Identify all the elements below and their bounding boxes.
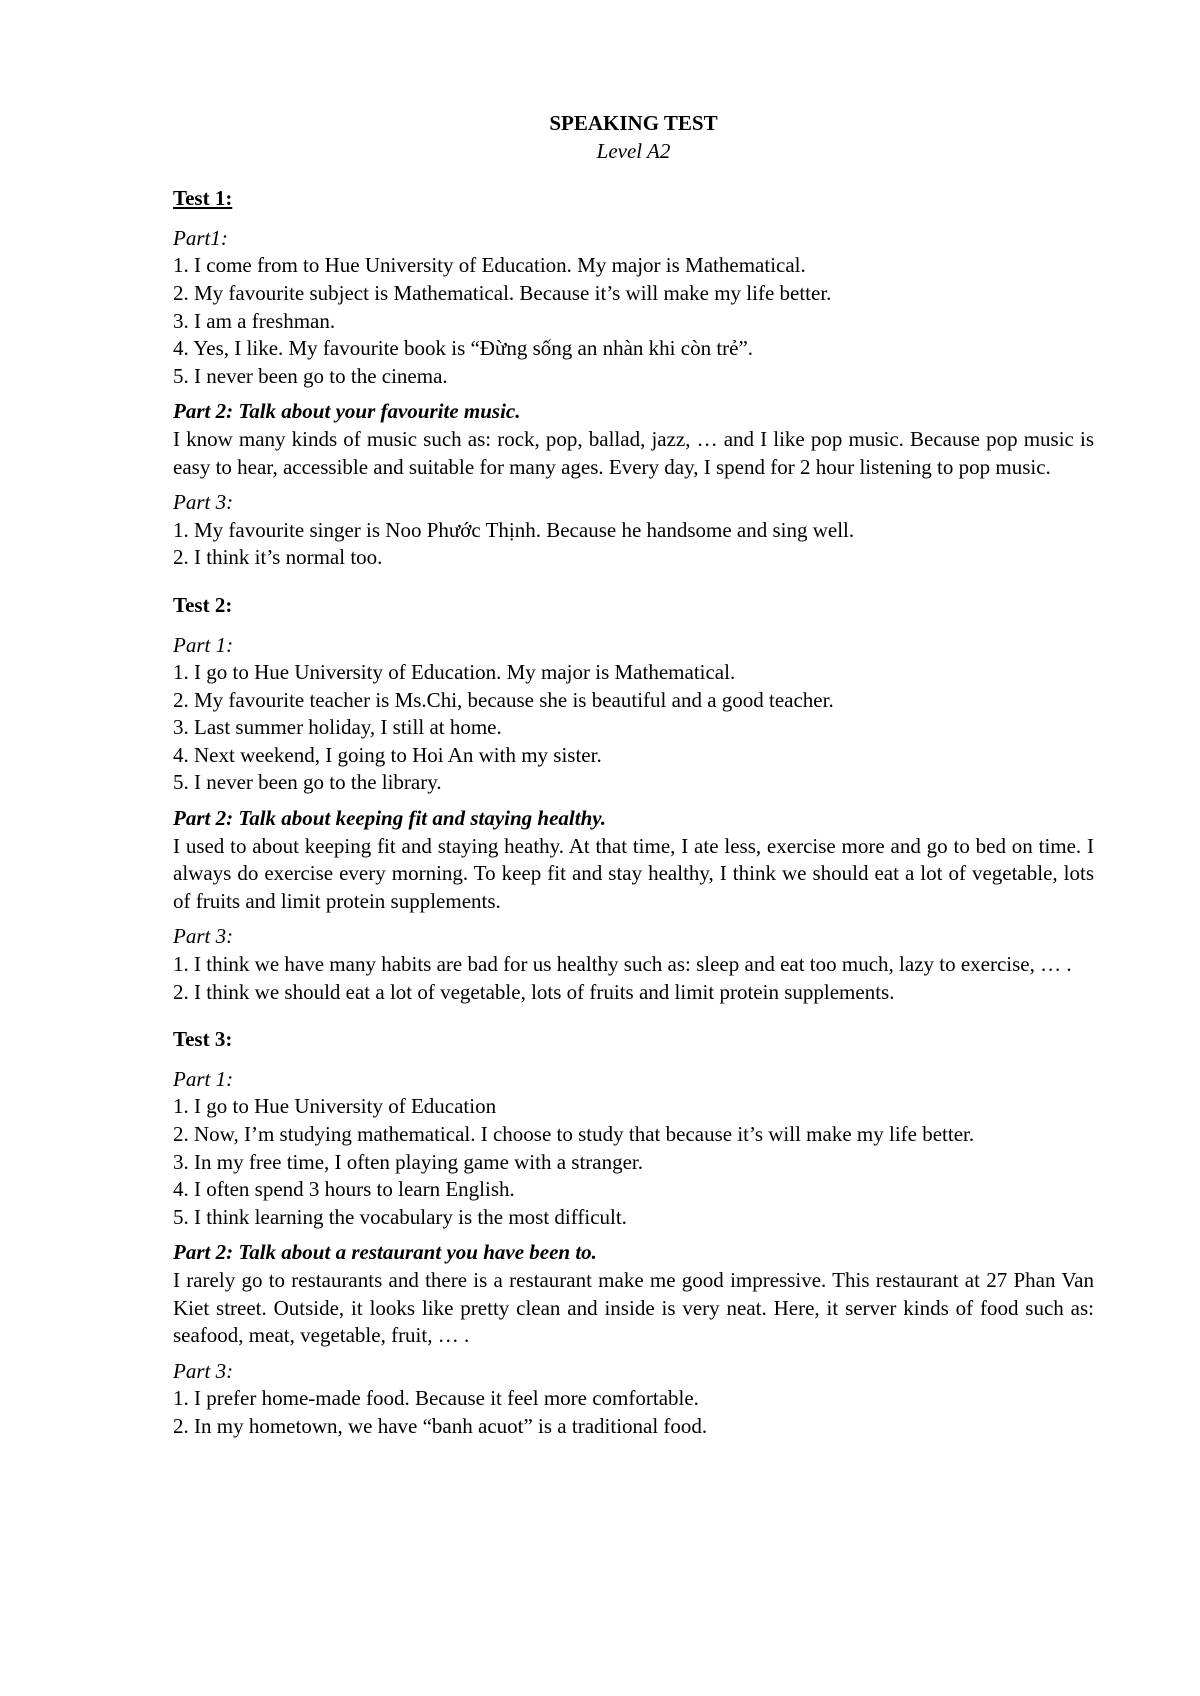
part-heading: Part 3: xyxy=(173,924,234,949)
test-section xyxy=(173,185,1094,572)
part-block xyxy=(173,1066,1094,1232)
answer-line: 3. I am a freshman. xyxy=(173,308,336,333)
part-block xyxy=(173,489,1094,572)
answer-paragraph: I know many kinds of music such as: rock, pop, ballad, jazz, … and I like pop music. Because pop music is easy to hear, accessible and suitable for many ages. Every day, I spend for 2 hour listening to pop music. xyxy=(173,426,1094,479)
part-block xyxy=(173,398,1094,481)
answer-line: 2. My favourite subject is Mathematical. Because it’s will make my life better. xyxy=(173,280,832,305)
answer-line: 1. I come from to Hue University of Education. My major is Mathematical. xyxy=(173,253,806,278)
answer-paragraph: I used to about keeping fit and staying heathy. At that time, I ate less, exercise more and go to bed on time. I always do exercise every morning. To keep fit and stay healthy, I think we should eat a lot of vegetable, lots of fruits and limit protein supplements. xyxy=(173,833,1094,913)
test-heading: Test 1: xyxy=(173,186,233,211)
answer-line: 1. I think we have many habits are bad for us healthy such as: sleep and eat too much, lazy to exercise, … . xyxy=(173,952,1072,977)
part-heading: Part 2: Talk about your favourite music. xyxy=(173,399,521,424)
answer-line: 5. I think learning the vocabulary is the most difficult. xyxy=(173,1204,627,1229)
part-block xyxy=(173,632,1094,798)
test-section xyxy=(173,1026,1094,1440)
part-heading: Part 1: xyxy=(173,1066,234,1091)
part-block xyxy=(173,923,1094,1006)
answer-line: 4. Yes, I like. My favourite book is “Đừng sống an nhàn khi còn trẻ”. xyxy=(173,336,754,361)
answer-line: 1. I go to Hue University of Education. My major is Mathematical. xyxy=(173,660,736,685)
part-heading: Part 3: xyxy=(173,490,234,515)
part-heading: Part 1: xyxy=(173,632,234,657)
part-block xyxy=(173,1239,1094,1349)
document-subtitle: Level A2 xyxy=(596,138,671,163)
answer-line: 5. I never been go to the library. xyxy=(173,770,442,795)
document-header xyxy=(173,110,1094,165)
part-block xyxy=(173,805,1094,915)
part-heading: Part 2: Talk about a restaurant you have been to. xyxy=(173,1240,597,1265)
part-heading: Part 3: xyxy=(173,1358,234,1383)
answer-line: 2. Now, I’m studying mathematical. I choose to study that because it’s will make my life better. xyxy=(173,1122,975,1146)
answer-line: 2. I think it’s normal too. xyxy=(173,545,383,570)
test-section xyxy=(173,592,1094,1006)
part-heading: Part1: xyxy=(173,225,228,250)
answer-line: 4. I often spend 3 hours to learn English. xyxy=(173,1177,515,1202)
answer-line: 3. Last summer holiday, I still at home. xyxy=(173,715,502,740)
answer-paragraph: I rarely go to restaurants and there is a restaurant make me good impressive. This restaurant at 27 Phan Van Kiet street. Outside, it looks like pretty clean and inside is very neat. Here, it server kinds of food such as: seafood, meat, vegetable, fruit, … . xyxy=(173,1267,1094,1348)
test-heading: Test 3: xyxy=(173,1027,233,1052)
part-heading: Part 2: Talk about keeping fit and staying healthy. xyxy=(173,806,607,831)
answer-line: 2. My favourite teacher is Ms.Chi, because she is beautiful and a good teacher. xyxy=(173,687,834,712)
part-block xyxy=(173,1358,1094,1441)
answer-line: 1. I go to Hue University of Education xyxy=(173,1094,497,1119)
tests-container xyxy=(173,185,1094,1440)
answer-line: 1. I prefer home-made food. Because it feel more comfortable. xyxy=(173,1386,699,1411)
answer-line: 4. Next weekend, I going to Hoi An with my sister. xyxy=(173,742,602,767)
document-title: SPEAKING TEST xyxy=(549,111,718,135)
document-page xyxy=(173,110,1094,1449)
answer-line: 3. In my free time, I often playing game with a stranger. xyxy=(173,1149,644,1174)
test-heading: Test 2: xyxy=(173,592,233,617)
answer-line: 5. I never been go to the cinema. xyxy=(173,363,448,388)
answer-line: 2. In my hometown, we have “banh acuot” is a traditional food. xyxy=(173,1413,708,1438)
part-block xyxy=(173,225,1094,391)
answer-line: 1. My favourite singer is Noo Phước Thịnh. Because he handsome and sing well. xyxy=(173,517,855,542)
answer-line: 2. I think we should eat a lot of vegetable, lots of fruits and limit protein supplements. xyxy=(173,979,895,1004)
